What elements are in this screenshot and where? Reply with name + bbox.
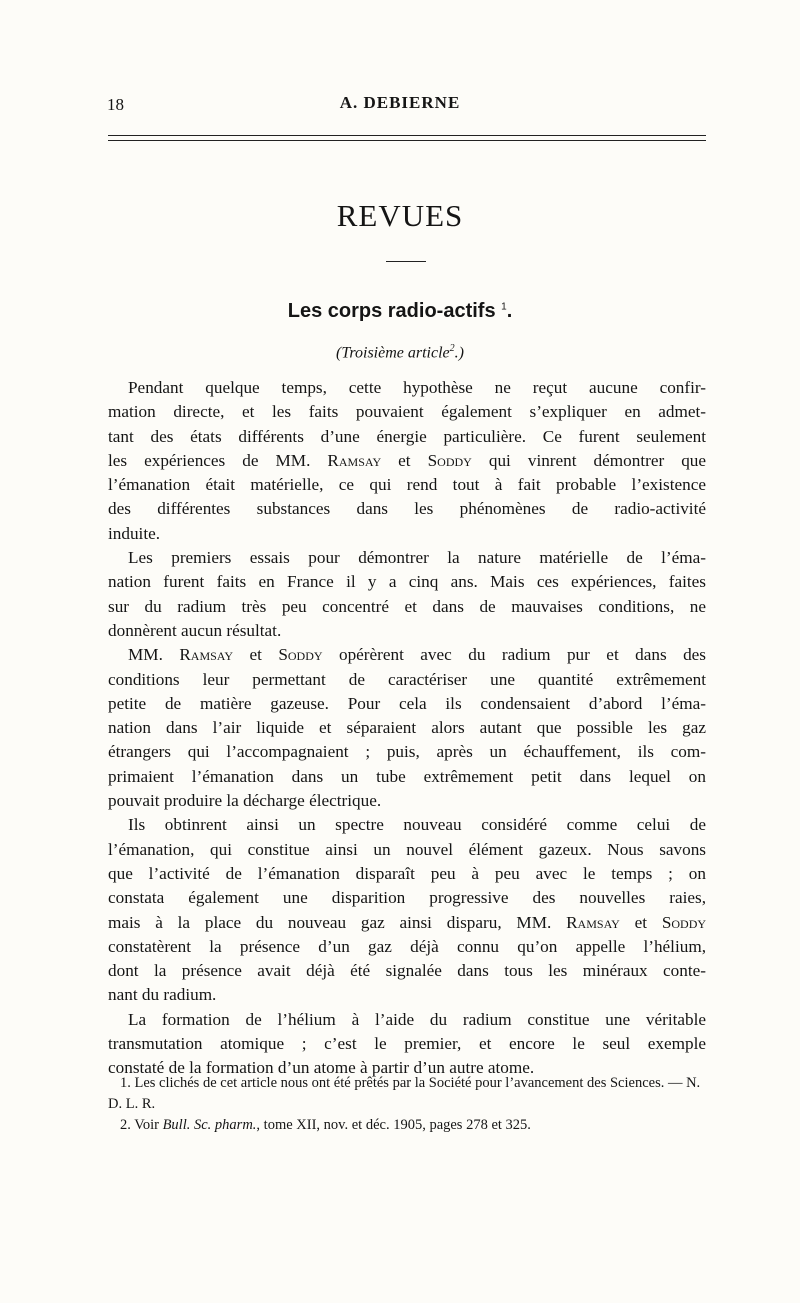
body-line-text — [108, 716, 706, 740]
body-line-text — [108, 765, 706, 789]
body-line-text — [108, 862, 706, 886]
body-line-text — [108, 376, 706, 400]
author-name: Soddy — [661, 912, 707, 932]
body-text-run: et — [634, 912, 648, 932]
body-text-run: conditions leur permettant de caractériser une quantité extrêmement — [108, 669, 706, 689]
body-text-run: sur du radium très peu concentré et dans de mauvaises conditions, ne — [108, 596, 706, 616]
body-line — [108, 862, 706, 886]
body-line — [108, 546, 706, 570]
body-text-run: mation directe, et les faits pouvaient également s’expliquer en admet- — [108, 402, 706, 422]
body-text-run: opérèrent avec du radium pur et dans des — [338, 645, 706, 665]
body-line — [108, 886, 706, 910]
body-line — [108, 449, 706, 473]
body-text-run: et — [398, 450, 411, 470]
body-line — [108, 911, 706, 935]
footnote-2-post: , tome XII, nov. et déc. 1905, pages 278 et 325. — [256, 1117, 531, 1133]
article-subtitle-end: .) — [454, 344, 464, 362]
body-line — [108, 522, 706, 546]
body-text-run: primaient l’émanation dans un tube extrêmement petit dans lequel on — [108, 766, 706, 786]
body-line-text — [108, 1032, 706, 1056]
body-text-run: nation furent faits en France il y a cinq ans. Mais ces expériences, faites — [108, 572, 706, 592]
title-dash — [386, 261, 426, 262]
body-line — [108, 570, 706, 594]
body-text-run: constaté de la formation d’un atome à partir d’un autre atome. — [108, 1058, 535, 1078]
body-line-text — [108, 643, 706, 667]
body-line — [108, 765, 706, 789]
article-title-text: Les corps radio-actifs — [287, 300, 496, 322]
author-name: Soddy — [278, 645, 323, 665]
article-title — [0, 300, 800, 323]
article-subtitle — [0, 343, 800, 362]
body-text-run: qui vinrent démontrer que — [488, 450, 707, 470]
section-title: REVUES — [336, 198, 464, 233]
body-text-run: Les premiers essais pour démontrer la nature matérielle de l’éma- — [128, 548, 706, 568]
body-text-run: induite. — [108, 523, 161, 543]
body-line — [108, 1008, 706, 1032]
body-text-run: et — [249, 645, 262, 665]
body-text-run: constatèrent la présence d’un gaz déjà connu qu’on appelle l’hélium, — [108, 936, 706, 956]
page-number: 18 — [107, 95, 124, 114]
body-line-text — [108, 935, 706, 959]
body-line — [108, 959, 706, 983]
body-line-text — [108, 497, 706, 521]
body-text-run: l’émanation était matérielle, ce qui rend tout à fait probable l’existence — [108, 475, 706, 495]
footnote-1: 1. Les clichés de cet article nous ont été prêtés par la Société pour l’avancement des Sciences. — N. D. L. R. — [108, 1075, 701, 1112]
article-title-footnote-ref: 1 — [501, 301, 507, 313]
footnote-2-journal: Bull. Sc. pharm. — [162, 1117, 257, 1133]
footnote-2 — [108, 1115, 706, 1136]
body-line — [108, 789, 706, 813]
body-line-text — [108, 473, 706, 497]
body-line — [108, 692, 706, 716]
body-line-text — [108, 813, 706, 837]
body-line-text — [108, 668, 706, 692]
body-line-text — [108, 524, 160, 543]
body-text — [108, 376, 706, 1081]
article-subtitle-footnote-ref: 2 — [449, 343, 455, 354]
body-text-run: étrangers qui l’accompagnaient ; puis, après un échauffement, ils com- — [108, 742, 706, 762]
body-line-text — [108, 838, 706, 862]
body-line — [108, 400, 706, 424]
body-line-text — [108, 1008, 706, 1032]
body-line — [108, 595, 706, 619]
body-line — [108, 716, 706, 740]
body-text-run: l’émanation, qui constitue ainsi un nouvel élément gazeux. Nous savons — [108, 839, 706, 859]
body-line-text — [108, 449, 706, 473]
body-text-run: mais à la place du nouveau gaz ainsi disparu, MM. — [108, 912, 552, 932]
body-text-run: dont la présence avait déjà été signalée dans tous les minéraux conte- — [108, 961, 706, 981]
header-rule-bottom — [108, 140, 706, 141]
body-line-text — [108, 595, 706, 619]
body-line-text — [108, 985, 216, 1004]
body-text-run: Ils obtinrent ainsi un spectre nouveau considéré comme celui de — [128, 815, 706, 835]
body-text-run: transmutation atomique ; c’est le premier, et encore le seul exemple — [108, 1034, 706, 1054]
body-line — [108, 473, 706, 497]
body-line-text — [108, 692, 706, 716]
body-line — [108, 425, 706, 449]
body-line — [108, 619, 706, 643]
body-line-text — [108, 400, 706, 424]
body-line-text — [108, 546, 706, 570]
body-line-text — [108, 740, 706, 764]
body-line — [108, 813, 706, 837]
body-text-run: des différentes substances dans les phénomènes de radio-activité — [108, 499, 706, 519]
header-rule-top — [108, 135, 706, 136]
author-name: Soddy — [427, 450, 472, 470]
body-line — [108, 983, 706, 1007]
body-text-run: donnèrent aucun résultat. — [108, 620, 282, 640]
body-line-text — [108, 621, 281, 640]
body-text-run: tant des états différents d’une énergie particulière. Ce furent seulement — [108, 426, 706, 446]
body-line — [108, 740, 706, 764]
body-line — [108, 497, 706, 521]
running-head: A. DEBIERNE — [339, 93, 461, 112]
body-line-text — [108, 911, 706, 935]
body-line-text — [108, 425, 706, 449]
body-line — [108, 935, 706, 959]
author-name: Ramsay — [566, 912, 620, 932]
footnote-2-pre: 2. Voir — [120, 1117, 159, 1133]
body-text-run: nant du radium. — [108, 985, 217, 1005]
body-text-run: MM. — [128, 645, 163, 665]
article-title-period: . — [506, 300, 513, 322]
author-name: Ramsay — [179, 645, 234, 665]
body-text-run: les expériences de MM. — [108, 450, 311, 470]
body-line-text — [108, 959, 706, 983]
body-text-run: que l’activité de l’émanation disparaît peu à peu avec le temps ; on — [108, 863, 706, 883]
body-text-run: constata également une disparition progressive des nouvelles raies, — [108, 888, 706, 908]
footnotes — [108, 1073, 706, 1136]
body-line — [108, 643, 706, 667]
body-line — [108, 376, 706, 400]
body-text-run: nation dans l’air liquide et séparaient alors autant que possible les gaz — [108, 718, 706, 738]
body-line — [108, 1032, 706, 1056]
body-line — [108, 838, 706, 862]
article-subtitle-text: (Troisième article — [336, 344, 450, 362]
body-text-run: Pendant quelque temps, cette hypothèse ne reçut aucune confir- — [128, 378, 706, 397]
body-text-run: pouvait produire la décharge électrique. — [108, 791, 382, 811]
body-line — [108, 668, 706, 692]
body-text-run: La formation de l’hélium à l’aide du radium constitue une véritable — [128, 1009, 706, 1029]
body-line-text — [108, 886, 706, 910]
body-line-text — [108, 570, 706, 594]
body-text-run: petite de matière gazeuse. Pour cela ils condensaient d’abord l’éma- — [108, 693, 706, 713]
author-name: Ramsay — [327, 450, 382, 470]
body-line-text — [108, 791, 381, 810]
